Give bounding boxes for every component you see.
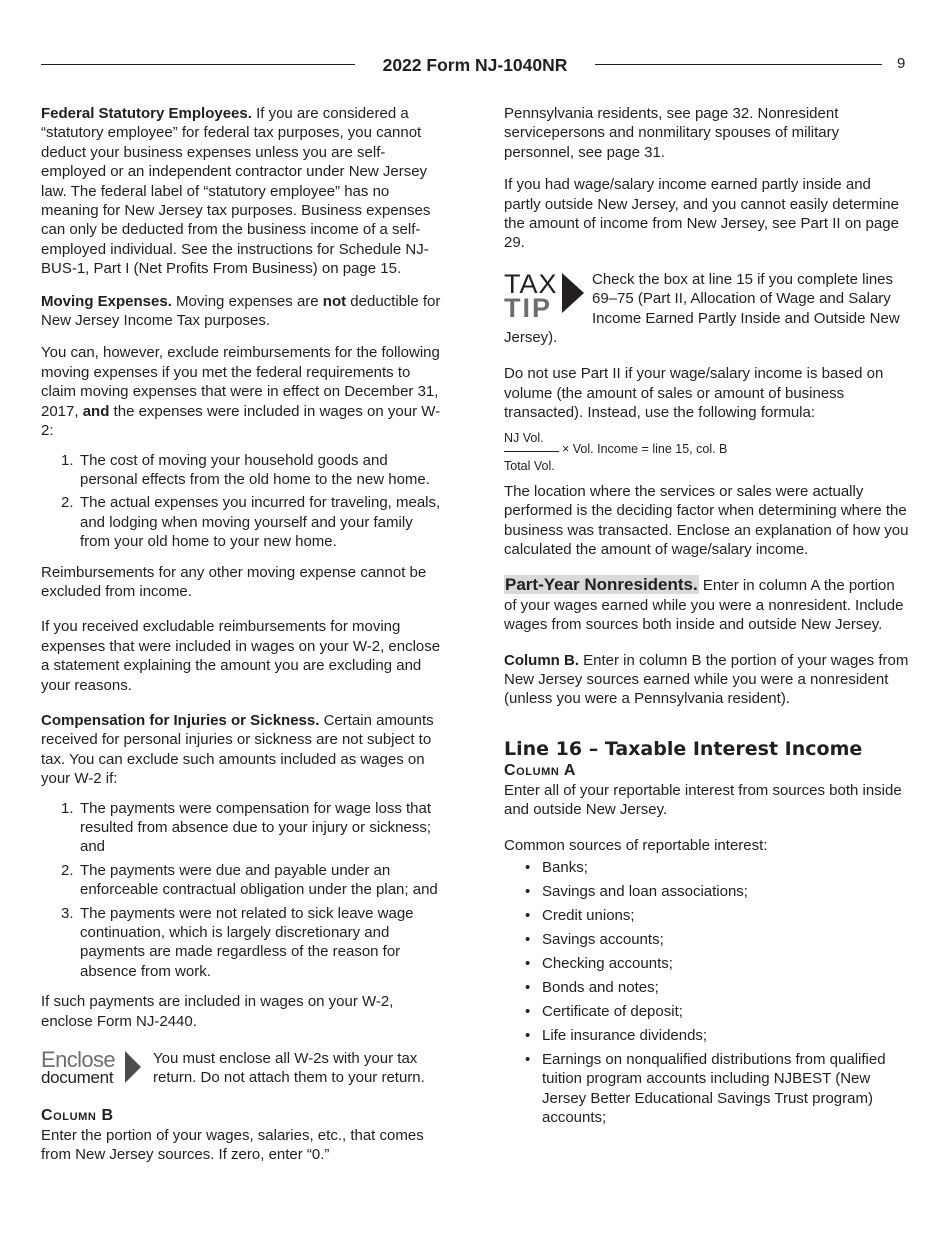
tax-tip-arrow-icon	[562, 273, 584, 313]
list-item-text: Credit unions;	[542, 906, 635, 924]
column-b-heading: Column B	[41, 1107, 114, 1125]
right-column	[504, 104, 910, 1132]
list-item-text: Certificate of deposit;	[542, 1002, 683, 1020]
enclose-text: You must enclose all W-2s with your tax return. Do not attach them to your return.	[153, 1050, 425, 1087]
list-item	[504, 930, 910, 949]
list-item-number: 2.	[61, 861, 74, 879]
location-paragraph: The location where the services or sales were actually performed is the deciding factor when determining where the business was transacted. Enclose an explanation of how you calculated the amount of wage/salary income.	[504, 482, 909, 558]
enclose-document-icon	[41, 1049, 151, 1089]
injuries-sickness-lead: Compensation for Injuries or Sickness.	[41, 711, 320, 729]
page-title: 2022 Form NJ-1040NR	[382, 55, 568, 75]
exclude-text-a: You can, however, exclude reimbursements for the following moving expenses if you met the federal requirements to claim moving expenses that were in effect on December 31, 2017,	[41, 344, 440, 420]
statutory-employees-paragraph	[41, 104, 446, 279]
list-item-text: Bonds and notes;	[542, 978, 659, 996]
list-item-text: The payments were not related to sick leave wage continuation, which is largely discretionary and payments are made regardless of the reason for absence from work.	[80, 904, 414, 980]
partly-inside-paragraph: If you had wage/salary income earned partly inside and partly outside New Jersey, and you cannot easily determine the amount of income from New Jersey, see Part II on page 29.	[504, 176, 899, 252]
exclude-text-b: the expenses were included in wages on your W-2:	[41, 402, 441, 440]
list-item	[504, 1002, 910, 1021]
header-rule-left	[41, 64, 355, 65]
injuries-sickness-paragraph	[41, 711, 446, 789]
statutory-employees-lead: Federal Statutory Employees.	[41, 105, 252, 122]
bullet-icon: •	[525, 882, 531, 900]
list-item-text: The cost of moving your household goods and personal effects from the old home to the new home.	[80, 451, 430, 488]
moving-expenses-not: not	[322, 292, 347, 310]
list-item-text: Savings and loan associations;	[542, 882, 748, 900]
tax-tip-callout	[504, 270, 910, 348]
column-b-para-text: Enter in column B the portion of your wages from New Jersey sources earned while you were a nonresident (unless you were a Pennsylvania resident).	[504, 651, 909, 708]
tax-tip-text: Check the box at line 15 if you complete lines 69–75 (Part II, Allocation of Wage and Salary Income Earned Partly Inside and Outside New Jersey).	[504, 270, 900, 347]
formula-rest: × Vol. Income = line 15, col. B	[562, 441, 728, 456]
enclose-document-callout	[41, 1049, 446, 1089]
column-a-heading: Column A	[504, 761, 577, 779]
bullet-icon: •	[525, 978, 531, 996]
list-item-text: Checking accounts;	[542, 954, 673, 972]
list-item	[504, 978, 910, 997]
enclose-arrow-icon	[125, 1051, 141, 1083]
pa-residents-paragraph: Pennsylvania residents, see page 32. Nonresident servicepersons and nonmilitary spouses of military personnel, see page 31.	[504, 105, 840, 161]
list-item-text: The payments were due and payable under an enforceable contractual obligation under the plan; and	[80, 861, 438, 899]
enclose-logo-line1: Enclose	[41, 1047, 116, 1073]
bullet-icon: •	[525, 1050, 531, 1068]
part-year-lead: Part-Year Nonresidents.	[505, 575, 698, 595]
bullet-icon: •	[525, 1026, 531, 1044]
bullet-icon: •	[525, 1002, 531, 1020]
statutory-employees-text: If you are considered a “statutory employee” for federal tax purposes, you cannot deduct your business expenses unless you are self-employed or an independent contractor under New Jersey law. The federal label of “statutory employee” has no meaning for New Jersey tax purposes. Business expenses can only be deducted from the business income of a self-employed individual. See the instructions for Schedule NJ-BUS-1, Part I (Net Profits From Business) on page 15.	[41, 105, 431, 278]
list-item-text: The actual expenses you incurred for traveling, meals, and lodging when moving yourself and your family from your old home to your new home.	[80, 494, 441, 551]
moving-expenses-text-b: deductible for New Jersey Income Tax purposes.	[41, 292, 441, 330]
line-16-heading: Line 16 – Taxable Interest Income	[504, 737, 863, 760]
part-year-paragraph	[504, 575, 910, 634]
reimbursements-other-paragraph: Reimbursements for any other moving expense cannot be excluded from income.	[41, 563, 427, 600]
bullet-icon: •	[525, 858, 531, 876]
list-item	[41, 451, 446, 490]
common-sources-label: Common sources of reportable interest:	[504, 836, 768, 854]
list-item	[41, 799, 446, 857]
tax-tip-icon	[504, 268, 592, 323]
formula-fraction-bar	[504, 451, 559, 452]
list-item-number: 1.	[61, 451, 74, 469]
volume-paragraph: Do not use Part II if your wage/salary income is based on volume (the amount of sales or amount of business transacted). Instead, use the following formula:	[504, 365, 884, 422]
list-item	[41, 861, 446, 900]
list-item	[504, 858, 910, 877]
column-b-text: Enter the portion of your wages, salaries, etc., that comes from New Jersey sources. If zero, enter “0.”	[41, 1127, 424, 1164]
column-a-text: Enter all of your reportable interest from sources both inside and outside New Jersey.	[504, 781, 902, 819]
list-item	[41, 904, 446, 982]
nj2440-paragraph: If such payments are included in wages on your W-2, enclose Form NJ-2440.	[41, 993, 394, 1030]
list-item-text: The payments were compensation for wage loss that resulted from absence due to your injury or sickness; and	[80, 799, 432, 856]
list-item-number: 2.	[61, 494, 74, 512]
list-item	[504, 882, 910, 901]
interest-sources-list	[504, 858, 910, 1128]
list-item-text: Life insurance dividends;	[542, 1026, 708, 1044]
exclude-and: and	[82, 402, 110, 420]
formula-numerator: NJ Vol.	[504, 430, 544, 445]
exclude-reimbursements-paragraph	[41, 343, 446, 440]
part-year-text: Enter in column A the portion of your wages earned while you were a nonresident. Include wages from sources both inside and outside New Jersey.	[504, 577, 904, 634]
page-header	[41, 53, 911, 77]
bullet-icon: •	[525, 930, 531, 948]
tax-tip-logo-line1: TAX	[504, 268, 558, 299]
moving-expenses-paragraph	[41, 292, 446, 331]
formula-denominator: Total Vol.	[504, 458, 555, 473]
list-item-number: 3.	[61, 904, 74, 922]
injuries-sickness-text: Certain amounts received for personal injuries or sickness are not subject to tax. You can exclude such amounts included as wages on your W-2 if:	[41, 711, 434, 788]
list-item	[504, 1026, 910, 1045]
reimbursements-statement-paragraph: If you received excludable reimbursements for moving expenses that were included in wages on your W-2, enclose a statement explaining the amount you are excluding and your reasons.	[41, 618, 441, 694]
list-item	[504, 1050, 910, 1128]
list-item-text: Savings accounts;	[542, 930, 664, 948]
enclose-logo-line2: document	[41, 1068, 114, 1088]
list-item	[41, 493, 446, 551]
injuries-list	[41, 799, 446, 982]
moving-expenses-lead: Moving Expenses.	[41, 292, 172, 310]
list-item	[504, 906, 910, 925]
tax-tip-logo-line2: TIP	[504, 292, 553, 323]
column-b-paragraph	[504, 651, 910, 709]
list-item-text: Banks;	[542, 858, 588, 876]
left-column	[41, 104, 446, 1178]
volume-formula	[504, 430, 910, 476]
moving-expenses-list	[41, 451, 446, 552]
list-item-text: Earnings on nonqualified distributions from qualified tuition program accounts including NJBEST (New Jersey Better Educational Savings Trust program) accounts;	[542, 1050, 886, 1127]
moving-expenses-text-a: Moving expenses are	[171, 292, 323, 310]
column-b-lead: Column B.	[504, 651, 579, 669]
list-item-number: 1.	[61, 799, 74, 817]
bullet-icon: •	[525, 954, 531, 972]
header-rule-right	[595, 64, 882, 65]
page-number: 9	[897, 55, 906, 72]
list-item	[504, 954, 910, 973]
bullet-icon: •	[525, 906, 531, 924]
